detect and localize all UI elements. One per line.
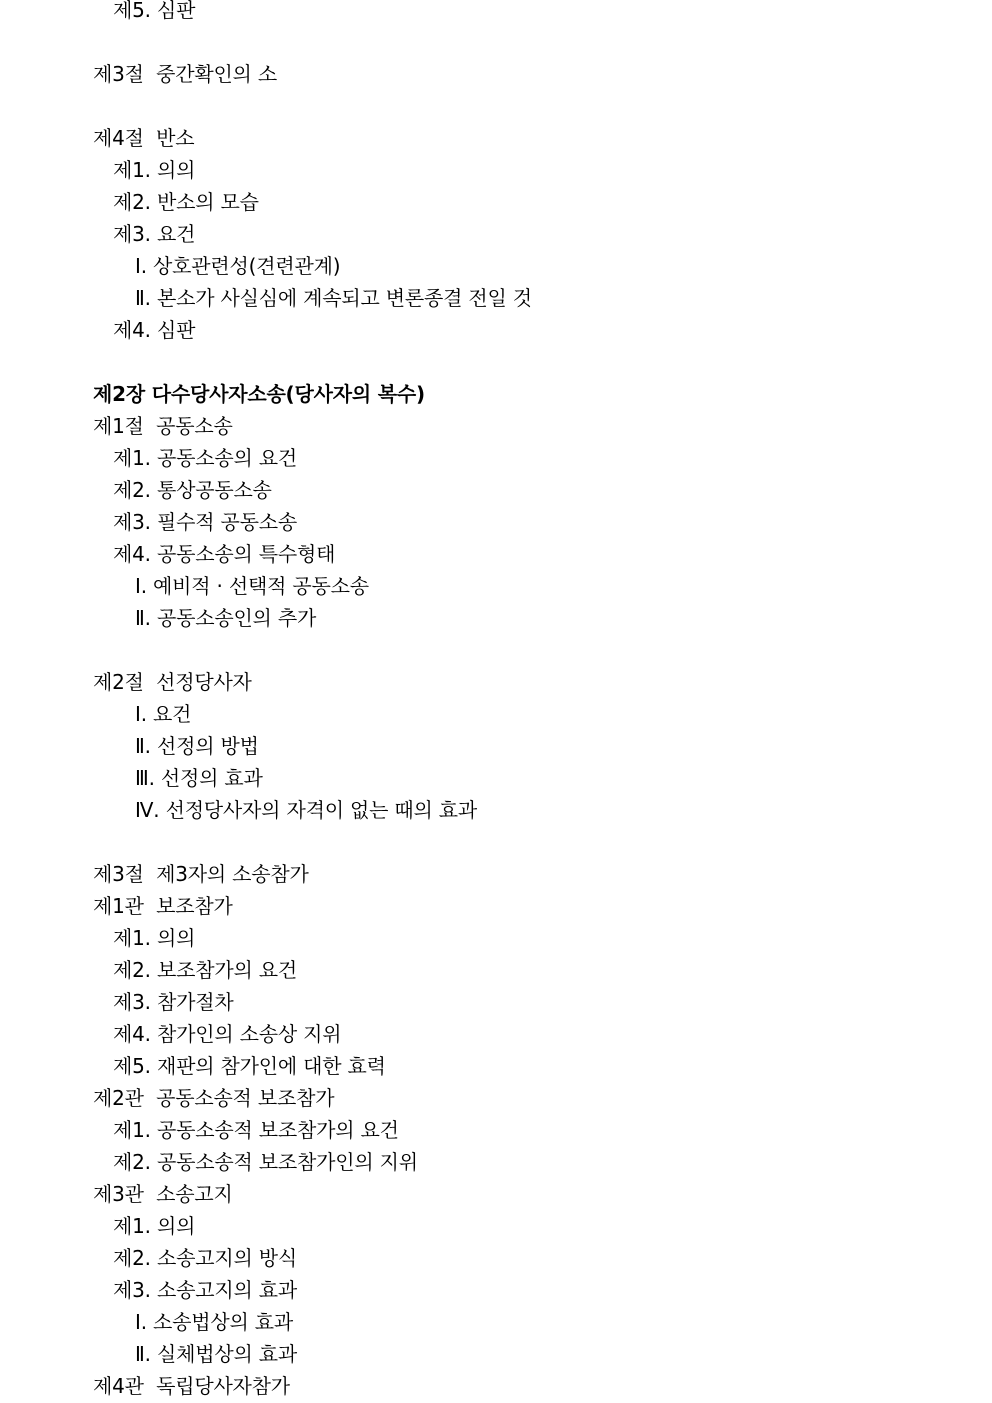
subsection-item: 제4. 참가인의 소송상 지위 [113,1022,342,1046]
roman-item: Ⅰ. 요건 [135,702,192,726]
subsection-item: 제4. 공동소송의 특수형태 [113,542,336,566]
subsection-item: 제4. 심판 [113,318,196,342]
subsection-item: 제2. 보조참가의 요건 [113,958,297,982]
section-heading: 제3절 중간확인의 소 [93,62,277,86]
blank-line [0,634,992,666]
roman-item: Ⅰ. 상호관련성(견련관계) [135,254,341,278]
subsection-item: 제1. 의의 [113,1214,196,1238]
section-heading: 제1관 보조참가 [93,894,233,918]
subsection-item: 제2. 통상공동소송 [113,478,272,502]
subsection-item: 제3. 참가절차 [113,990,234,1014]
section-heading: 제2관 공동소송적 보조참가 [93,1086,335,1110]
roman-item: Ⅱ. 본소가 사실심에 계속되고 변론종결 전일 것 [135,286,532,310]
subsection-item: 제5. 재판의 참가인에 대한 효력 [113,1054,386,1078]
blank-line [0,26,992,58]
subsection-item: 제2. 공동소송적 보조참가인의 지위 [113,1150,418,1174]
chapter-heading: 제2장 다수당사자소송(당사자의 복수) [93,382,425,406]
section-heading: 제1절 공동소송 [93,414,233,438]
subsection-item: 제2. 반소의 모습 [113,190,259,214]
blank-line [0,346,992,378]
subsection-item: 제3. 요건 [113,222,196,246]
subsection-item: 제5. 심판 [113,0,196,22]
subsection-item: 제1. 공동소송적 보조참가의 요건 [113,1118,399,1142]
section-heading: 제4관 독립당사자참가 [93,1374,290,1398]
roman-item: Ⅱ. 실체법상의 효과 [135,1342,297,1366]
roman-item: Ⅱ. 선정의 방법 [135,734,259,758]
section-heading: 제2절 선정당사자 [93,670,252,694]
subsection-item: 제2. 소송고지의 방식 [113,1246,297,1270]
roman-item: Ⅲ. 선정의 효과 [135,766,263,790]
roman-item: Ⅰ. 예비적 · 선택적 공동소송 [135,574,369,598]
subsection-item: 제1. 공동소송의 요건 [113,446,297,470]
blank-line [0,826,992,858]
roman-item: Ⅳ. 선정당사자의 자격이 없는 때의 효과 [135,798,478,822]
section-heading: 제3절 제3자의 소송참가 [93,862,309,886]
subsection-item: 제3. 필수적 공동소송 [113,510,297,534]
subsection-item: 제1. 의의 [113,158,196,182]
roman-item: Ⅰ. 소송법상의 효과 [135,1310,294,1334]
subsection-item: 제3. 소송고지의 효과 [113,1278,297,1302]
subsection-item: 제1. 의의 [113,926,196,950]
blank-line [0,90,992,122]
section-heading: 제4절 반소 [93,126,195,150]
section-heading: 제3관 소송고지 [93,1182,233,1206]
roman-item: Ⅱ. 공동소송인의 추가 [135,606,317,630]
